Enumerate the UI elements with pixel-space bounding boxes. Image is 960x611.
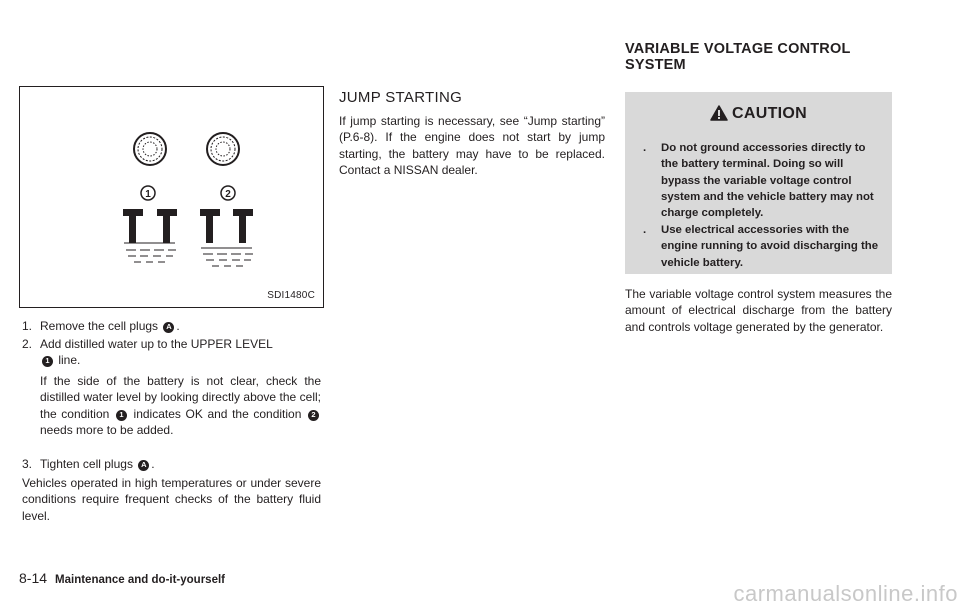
battery-figure	[19, 86, 324, 308]
right-cell-plates	[200, 209, 253, 243]
step-2-text: Add distilled water up to the UPPER LEVEL	[40, 337, 273, 351]
caution-item-text: Use electrical accessories with the engine running to avoid discharging the vehicle battery.	[661, 224, 879, 269]
vvc-heading	[625, 42, 851, 73]
step-3: 3. Tighten cell plugs A .	[22, 457, 155, 471]
step-1-number: 1.	[22, 319, 33, 333]
step-3-number: 3.	[22, 457, 33, 471]
step-2-number: 2.	[22, 337, 33, 351]
section-title: Maintenance and do-it-yourself	[55, 574, 225, 586]
caution-title-text: CAUTION	[732, 105, 807, 122]
left-cell-plates	[123, 209, 177, 243]
caution-title	[625, 105, 892, 123]
callout-a-icon: A	[163, 322, 174, 333]
step-2-cont: line.	[58, 353, 81, 368]
battery-cell-illustration	[20, 87, 323, 307]
step-2-detail-a: If the side of the battery is not clear, check the distilled water level by looking directly above the cell; the condition	[40, 374, 321, 421]
step-2-detail-c: needs more to be added.	[40, 423, 174, 438]
step-1: 1. Remove the cell plugs A .	[22, 319, 180, 333]
callout-2-icon: 2	[308, 410, 319, 421]
caution-item	[643, 222, 885, 271]
vvc-body: The variable voltage control system measures the amount of electrical discharge from the battery and controls voltage generated by the generator.	[625, 287, 892, 334]
page-footer	[19, 570, 225, 586]
step-2	[22, 336, 322, 369]
battery-note: Vehicles operated in high temperatures or under severe conditions require frequent checks of the battery fluid level.	[22, 476, 321, 523]
jump-starting-heading: JUMP STARTING	[339, 89, 463, 106]
callout-1-icon: 1	[42, 356, 53, 367]
step-1-text: Remove the cell plugs	[40, 319, 159, 333]
caution-box	[625, 92, 892, 274]
watermark: carmanualsonline.info	[733, 581, 958, 606]
caution-item-text: Do not ground accessories directly to the battery terminal. Doing so will bypass the variable voltage control system and the vehicle battery may not charge completely.	[661, 142, 874, 220]
page-number: 8-14	[19, 570, 48, 586]
caution-bullet: .	[643, 224, 647, 236]
caution-item	[643, 140, 885, 221]
left-cell-water	[124, 243, 176, 262]
callout-1-marker	[141, 186, 155, 200]
right-cell-water	[201, 248, 253, 266]
vvc-heading-line1: VARIABLE VOLTAGE CONTROL	[625, 41, 851, 57]
cell-plug-left	[134, 133, 166, 165]
svg-text:1: 1	[145, 189, 151, 200]
step-3-text: Tighten cell plugs	[40, 457, 133, 471]
step-2-detail	[40, 373, 321, 439]
figure-caption: SDI1480C	[267, 290, 315, 301]
svg-text:2: 2	[225, 189, 231, 200]
callout-a-icon: A	[138, 460, 149, 471]
caution-bullet: .	[643, 142, 647, 154]
vvc-heading-line2: SYSTEM	[625, 56, 686, 73]
callout-1-icon: 1	[116, 410, 127, 421]
callout-2-marker	[221, 186, 235, 200]
warning-triangle-icon	[710, 105, 728, 121]
jump-starting-body: If jump starting is necessary, see “Jump starting” (P.6-8). If the engine does not start by jump starting, the battery may have to be replaced. Contact a NISSAN dealer.	[339, 114, 605, 178]
step-2-detail-b: indicates OK and the condition	[133, 406, 302, 421]
cell-plug-right	[207, 133, 239, 165]
